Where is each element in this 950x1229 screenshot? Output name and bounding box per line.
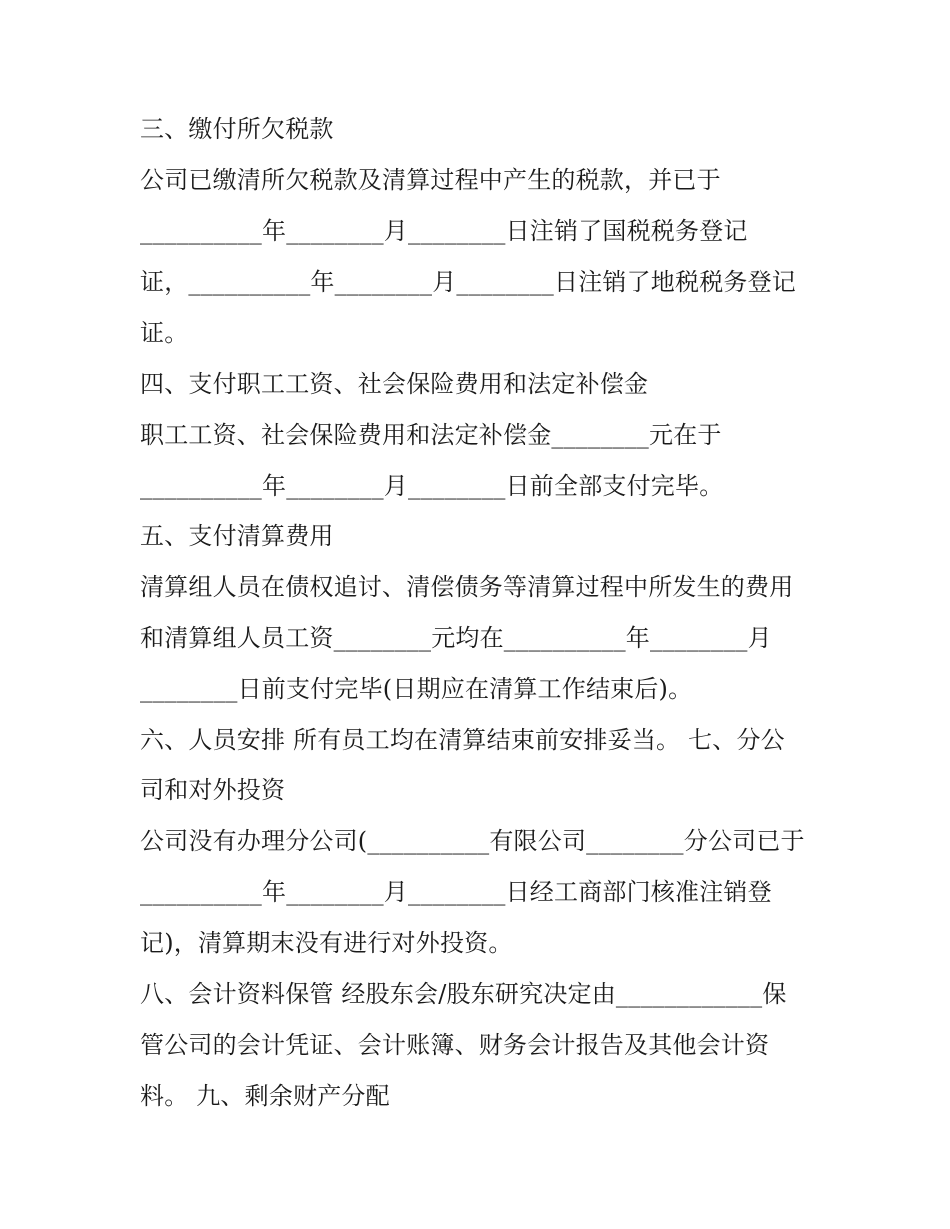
section-7-text-line: 记)，清算期末没有进行对外投资。 <box>140 929 513 957</box>
section-8-heading: 八、会计资料保管 经股东会/股东研究决定由____________保 <box>140 980 787 1008</box>
section-3-text-line: 证。 <box>140 319 189 347</box>
section-5-text-line: 和清算组人员工资________元均在__________年________月 <box>140 624 772 652</box>
section-9-heading: 料。 九、剩余财产分配 <box>140 1082 390 1110</box>
section-3-heading: 三、缴付所欠税款 <box>140 115 334 143</box>
section-7-text-line: __________年________月________日经工商部门核准注销登 <box>140 878 772 906</box>
section-8-text-line: 管公司的会计凭证、会计账簿、财务会计报告及其他会计资 <box>140 1031 770 1059</box>
section-4-text-line: 职工工资、社会保险费用和法定补偿金________元在于 <box>140 421 722 449</box>
section-5-text-line: ________日前支付完毕(日期应在清算工作结束后)。 <box>140 675 693 703</box>
section-5-heading: 五、支付清算费用 <box>140 522 334 550</box>
section-5-text-line: 清算组人员在债权追讨、清偿债务等清算过程中所发生的费用 <box>140 573 794 601</box>
section-3-text-line: 证，__________年________月________日注销了地税税务登记 <box>140 268 796 296</box>
section-3-text-line: 公司已缴清所欠税款及清算过程中产生的税款，并已于 <box>140 166 721 194</box>
section-3-text-line: __________年________月________日注销了国税税务登记 <box>140 217 748 245</box>
section-4-heading: 四、支付职工工资、社会保险费用和法定补偿金 <box>140 370 649 398</box>
section-7-heading-continued: 司和对外投资 <box>140 776 286 804</box>
section-7-text-line: 公司没有办理分公司(__________有限公司________分公司已于 <box>140 827 805 855</box>
section-6-7-heading: 六、人员安排 所有员工均在清算结束前安排妥当。 七、分公 <box>140 726 785 754</box>
section-4-text-line: __________年________月________日前全部支付完毕。 <box>140 472 724 500</box>
